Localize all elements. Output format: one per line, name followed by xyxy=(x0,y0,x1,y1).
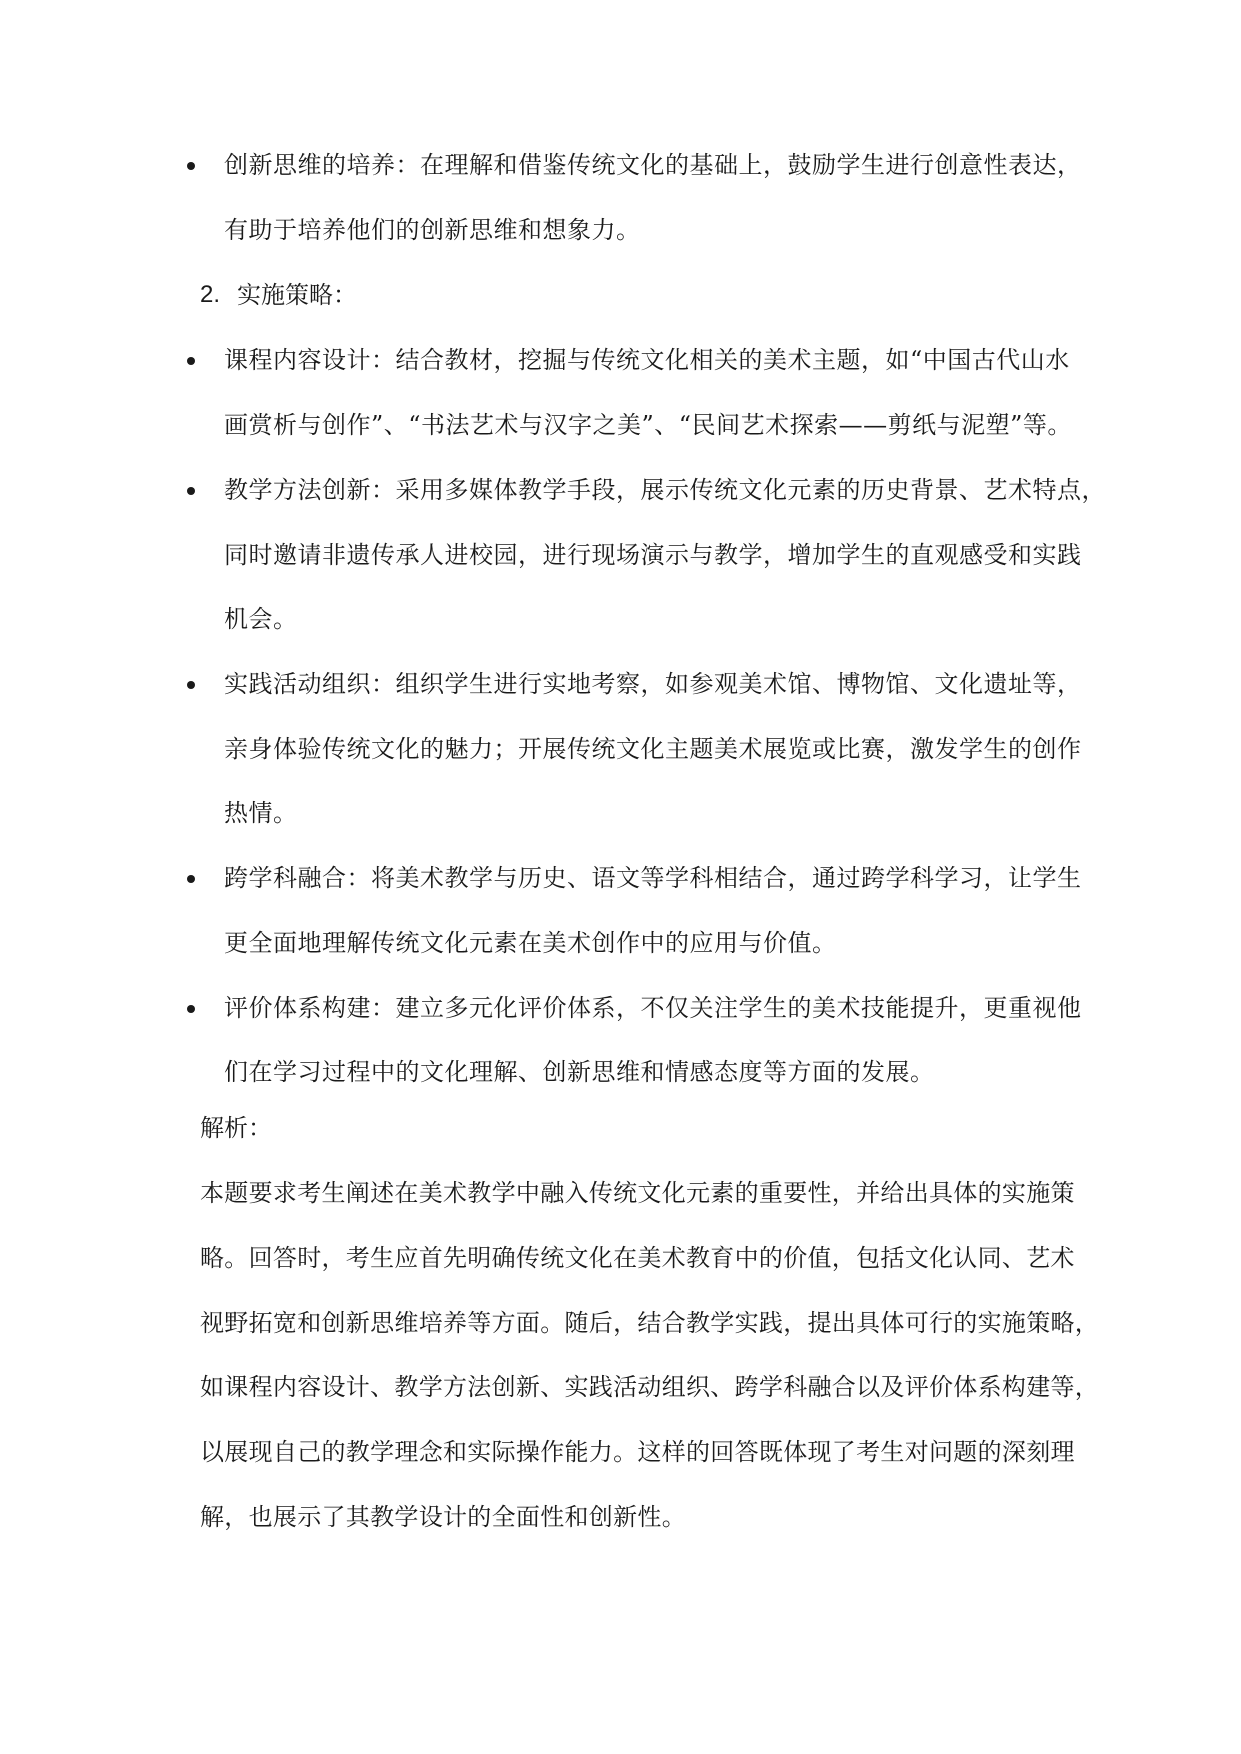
bullet-line: 创新思维的培养：在理解和借鉴传统文化的基础上，鼓励学生进行创意性表达， xyxy=(224,151,1082,179)
bullet-line: 教学方法创新：采用多媒体教学手段，展示传统文化元素的历史背景、艺术特点， xyxy=(224,476,1106,504)
paragraph-line: 略。回答时，考生应首先明确传统文化在美术教育中的价值，包括文化认同、艺术 xyxy=(200,1244,1075,1272)
bullet-dot xyxy=(187,357,195,365)
bullet-line: 热情。 xyxy=(224,799,298,827)
bullet-line: 亲身体验传统文化的魅力；开展传统文化主题美术展览或比赛，激发学生的创作 xyxy=(224,735,1082,763)
bullet-line: 更全面地理解传统文化元素在美术创作中的应用与价值。 xyxy=(224,929,837,957)
bullet-dot xyxy=(187,162,195,170)
paragraph-line: 本题要求考生阐述在美术教学中融入传统文化元素的重要性，并给出具体的实施策 xyxy=(200,1179,1075,1207)
bullet-dot xyxy=(187,681,195,689)
bullet-line: 们在学习过程中的文化理解、创新思维和情感态度等方面的发展。 xyxy=(224,1058,935,1086)
paragraph-line: 视野拓宽和创新思维培养等方面。随后，结合教学实践，提出具体可行的实施策略， xyxy=(200,1309,1100,1337)
bullet-line: 课程内容设计：结合教材，挖掘与传统文化相关的美术主题，如“中国古代山水 xyxy=(224,346,1070,374)
bullet-line: 跨学科融合：将美术教学与历史、语文等学科相结合，通过跨学科学习，让学生 xyxy=(224,864,1082,892)
bullet-dot xyxy=(187,875,195,883)
analysis-heading: 解析： xyxy=(200,1114,272,1142)
bullet-line: 机会。 xyxy=(224,605,298,633)
bullet-line: 实践活动组织：组织学生进行实地考察，如参观美术馆、博物馆、文化遗址等， xyxy=(224,670,1082,698)
bullet-line: 同时邀请非遗传承人进校园，进行现场演示与教学，增加学生的直观感受和实践 xyxy=(224,541,1082,569)
paragraph-line: 如课程内容设计、教学方法创新、实践活动组织、跨学科融合以及评价体系构建等， xyxy=(200,1373,1100,1401)
bullet-dot xyxy=(187,1005,195,1013)
number-heading-text: 实施策略： xyxy=(237,281,357,309)
paragraph-line: 以展现自己的教学理念和实际操作能力。这样的回答既体现了考生对问题的深刻理 xyxy=(200,1438,1075,1466)
bullet-line: 画赏析与创作”、“书法艺术与汉字之美”、“民间艺术探索——剪纸与泥塑”等。 xyxy=(224,411,1072,439)
bullet-dot xyxy=(187,487,195,495)
bullet-line: 有助于培养他们的创新思维和想象力。 xyxy=(224,216,641,244)
paragraph-line: 解，也展示了其教学设计的全面性和创新性。 xyxy=(200,1503,686,1531)
bullet-line: 评价体系构建：建立多元化评价体系，不仅关注学生的美术技能提升，更重视他 xyxy=(224,994,1082,1022)
number-label: 2. xyxy=(200,281,221,308)
